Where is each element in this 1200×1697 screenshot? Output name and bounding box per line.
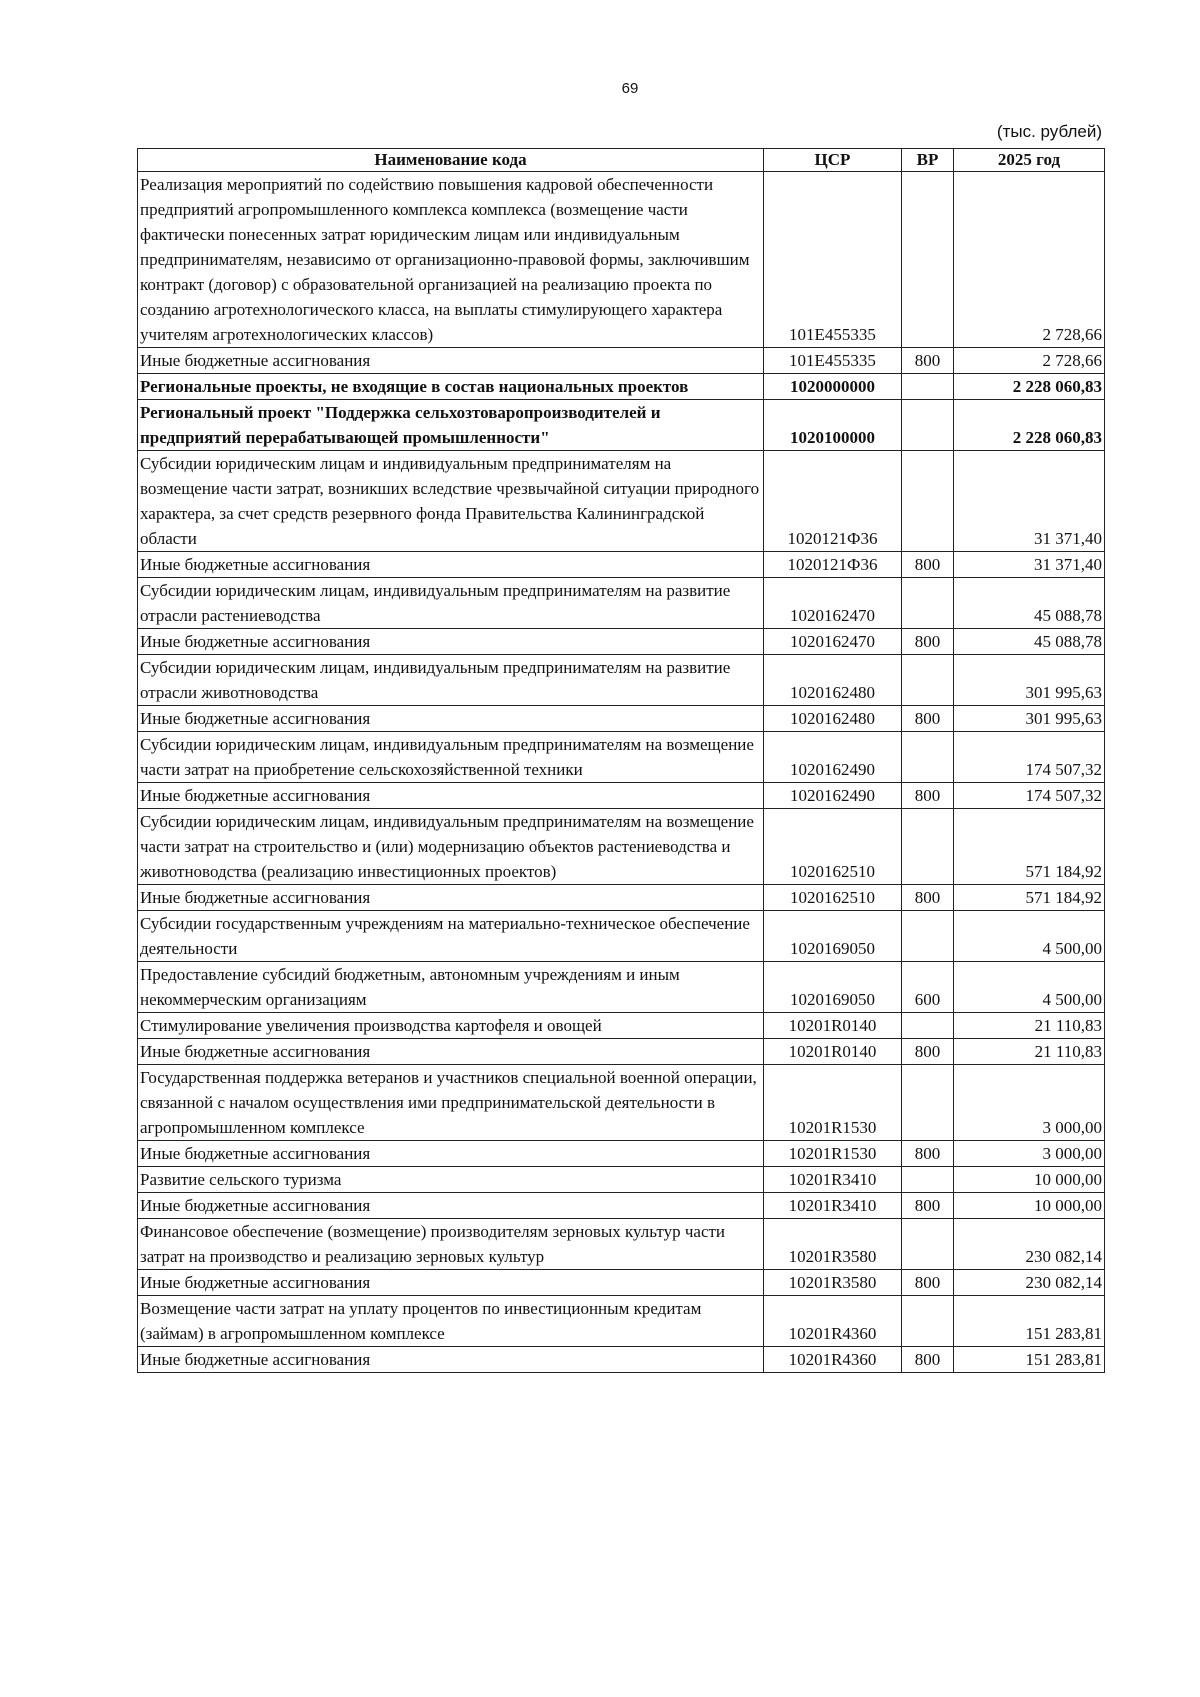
row-sum: 3 000,00	[954, 1141, 1105, 1167]
row-name: Иные бюджетные ассигнования	[138, 1270, 764, 1296]
row-csr: 1020121Ф36	[764, 451, 902, 552]
row-name: Региональные проекты, не входящие в состав национальных проектов	[138, 374, 764, 400]
row-sum: 2 728,66	[954, 348, 1105, 374]
table-row	[138, 809, 1105, 885]
header-vr: ВР	[902, 149, 954, 172]
row-sum: 4 500,00	[954, 911, 1105, 962]
row-vr	[902, 578, 954, 629]
row-sum: 174 507,32	[954, 783, 1105, 809]
table-row	[138, 1193, 1105, 1219]
row-sum: 301 995,63	[954, 655, 1105, 706]
row-sum: 10 000,00	[954, 1193, 1105, 1219]
row-csr: 101Е455335	[764, 348, 902, 374]
row-vr	[902, 1296, 954, 1347]
row-name: Иные бюджетные ассигнования	[138, 552, 764, 578]
table-row	[138, 911, 1105, 962]
row-vr: 800	[902, 1039, 954, 1065]
table-row	[138, 348, 1105, 374]
row-vr	[902, 451, 954, 552]
table-row	[138, 655, 1105, 706]
row-sum: 230 082,14	[954, 1219, 1105, 1270]
row-sum: 45 088,78	[954, 629, 1105, 655]
row-vr: 800	[902, 1193, 954, 1219]
row-vr	[902, 809, 954, 885]
row-name: Стимулирование увеличения производства картофеля и овощей	[138, 1013, 764, 1039]
table-row	[138, 629, 1105, 655]
row-vr: 800	[902, 629, 954, 655]
row-vr: 800	[902, 1347, 954, 1373]
table-row	[138, 732, 1105, 783]
row-name: Субсидии юридическим лицам, индивидуальным предпринимателям на развитие отрасли животноводства	[138, 655, 764, 706]
row-sum: 571 184,92	[954, 885, 1105, 911]
row-csr: 10201R4360	[764, 1296, 902, 1347]
row-vr: 800	[902, 348, 954, 374]
row-sum: 301 995,63	[954, 706, 1105, 732]
row-vr: 800	[902, 706, 954, 732]
row-csr: 1020162470	[764, 629, 902, 655]
table-row	[138, 885, 1105, 911]
row-name: Иные бюджетные ассигнования	[138, 783, 764, 809]
row-name: Иные бюджетные ассигнования	[138, 885, 764, 911]
row-name: Предоставление субсидий бюджетным, автономным учреждениям и иным некоммерческим организациям	[138, 962, 764, 1013]
row-name: Возмещение части затрат на уплату процентов по инвестиционным кредитам (займам) в агропромышленном комплексе	[138, 1296, 764, 1347]
row-csr: 1020121Ф36	[764, 552, 902, 578]
row-vr	[902, 1219, 954, 1270]
table-row	[138, 1013, 1105, 1039]
row-vr	[902, 655, 954, 706]
row-sum: 10 000,00	[954, 1167, 1105, 1193]
row-csr: 10201R3410	[764, 1167, 902, 1193]
row-sum: 21 110,83	[954, 1013, 1105, 1039]
row-vr	[902, 1167, 954, 1193]
row-vr: 800	[902, 552, 954, 578]
budget-table	[137, 148, 1105, 1373]
row-name: Иные бюджетные ассигнования	[138, 348, 764, 374]
row-csr: 1020162510	[764, 885, 902, 911]
row-sum: 3 000,00	[954, 1065, 1105, 1141]
row-name: Субсидии юридическим лицам и индивидуальным предпринимателям на возмещение части затрат, возникших вследствие чрезвычайной ситуации природного характера, за счет средств резервного фонда Правительства Калининградской области	[138, 451, 764, 552]
row-csr: 1020100000	[764, 400, 902, 451]
table-row	[138, 578, 1105, 629]
row-vr	[902, 172, 954, 348]
row-vr: 800	[902, 1141, 954, 1167]
header-sum: 2025 год	[954, 149, 1105, 172]
row-sum: 21 110,83	[954, 1039, 1105, 1065]
row-sum: 2 228 060,83	[954, 374, 1105, 400]
row-name: Иные бюджетные ассигнования	[138, 1141, 764, 1167]
row-vr	[902, 911, 954, 962]
row-csr: 10201R0140	[764, 1039, 902, 1065]
row-vr	[902, 400, 954, 451]
table-row	[138, 451, 1105, 552]
row-sum: 2 228 060,83	[954, 400, 1105, 451]
row-csr: 1020000000	[764, 374, 902, 400]
row-name: Субсидии государственным учреждениям на материально-техническое обеспечение деятельности	[138, 911, 764, 962]
table-row	[138, 1296, 1105, 1347]
table-row	[138, 1270, 1105, 1296]
row-name: Развитие сельского туризма	[138, 1167, 764, 1193]
row-csr: 10201R0140	[764, 1013, 902, 1039]
row-csr: 1020162470	[764, 578, 902, 629]
row-vr	[902, 732, 954, 783]
row-csr: 1020169050	[764, 962, 902, 1013]
row-name: Иные бюджетные ассигнования	[138, 1347, 764, 1373]
row-name: Иные бюджетные ассигнования	[138, 706, 764, 732]
table-row	[138, 552, 1105, 578]
header-csr: ЦСР	[764, 149, 902, 172]
table-row	[138, 783, 1105, 809]
table-row	[138, 706, 1105, 732]
row-sum: 31 371,40	[954, 451, 1105, 552]
row-vr: 600	[902, 962, 954, 1013]
row-name: Субсидии юридическим лицам, индивидуальным предпринимателям на развитие отрасли растениеводства	[138, 578, 764, 629]
row-csr: 10201R4360	[764, 1347, 902, 1373]
row-sum: 230 082,14	[954, 1270, 1105, 1296]
row-vr	[902, 1013, 954, 1039]
row-sum: 4 500,00	[954, 962, 1105, 1013]
table-row	[138, 962, 1105, 1013]
row-name: Иные бюджетные ассигнования	[138, 629, 764, 655]
units-label: (тыс. рублей)	[996, 122, 1102, 141]
table-row	[138, 1141, 1105, 1167]
row-csr: 10201R3580	[764, 1219, 902, 1270]
row-csr: 1020162480	[764, 706, 902, 732]
row-name: Реализация мероприятий по содействию повышения кадровой обеспеченности предприятий агропромышленного комплекса комплекса (возмещение части фактически понесенных затрат юридическим лицам или индивидуальным предпринимателям, независимо от организационно-правовой формы, заключившим контракт (договор) с образовательной организацией на реализацию проекта по созданию агротехнологического класса, на выплаты стимулирующего характера учителям агротехнологических классов)	[138, 172, 764, 348]
row-vr: 800	[902, 1270, 954, 1296]
table-row	[138, 1167, 1105, 1193]
row-csr: 10201R1530	[764, 1141, 902, 1167]
header-name: Наименование кода	[138, 149, 764, 172]
row-csr: 1020162510	[764, 809, 902, 885]
row-sum: 571 184,92	[954, 809, 1105, 885]
row-vr	[902, 374, 954, 400]
row-name: Субсидии юридическим лицам, индивидуальным предпринимателям на возмещение части затрат на строительство и (или) модернизацию объектов растениеводства и животноводства (реализацию инвестиционных проектов)	[138, 809, 764, 885]
table-row	[138, 1039, 1105, 1065]
table-row	[138, 1065, 1105, 1141]
row-csr: 1020162480	[764, 655, 902, 706]
row-name: Региональный проект "Поддержка сельхозтоваропроизводителей и предприятий перерабатывающей промышленности"	[138, 400, 764, 451]
row-sum: 151 283,81	[954, 1296, 1105, 1347]
row-sum: 174 507,32	[954, 732, 1105, 783]
row-sum: 151 283,81	[954, 1347, 1105, 1373]
table-header-row	[138, 149, 1105, 172]
row-csr: 101Е455335	[764, 172, 902, 348]
row-name: Государственная поддержка ветеранов и участников специальной военной операции, связанной с началом осуществления ими предпринимательской деятельности в агропромышленном комплексе	[138, 1065, 764, 1141]
table-row	[138, 1347, 1105, 1373]
table-row	[138, 400, 1105, 451]
row-name: Иные бюджетные ассигнования	[138, 1039, 764, 1065]
table-row	[138, 1219, 1105, 1270]
row-csr: 1020162490	[764, 783, 902, 809]
row-csr: 1020169050	[764, 911, 902, 962]
table-row	[138, 172, 1105, 348]
row-name: Иные бюджетные ассигнования	[138, 1193, 764, 1219]
row-vr: 800	[902, 885, 954, 911]
page-number: 69	[621, 80, 639, 97]
row-csr: 10201R3580	[764, 1270, 902, 1296]
row-sum: 31 371,40	[954, 552, 1105, 578]
row-csr: 10201R1530	[764, 1065, 902, 1141]
row-sum: 2 728,66	[954, 172, 1105, 348]
row-csr: 10201R3410	[764, 1193, 902, 1219]
row-sum: 45 088,78	[954, 578, 1105, 629]
row-vr: 800	[902, 783, 954, 809]
row-csr: 1020162490	[764, 732, 902, 783]
row-vr	[902, 1065, 954, 1141]
table-row	[138, 374, 1105, 400]
row-name: Финансовое обеспечение (возмещение) производителям зерновых культур части затрат на производство и реализацию зерновых культур	[138, 1219, 764, 1270]
row-name: Субсидии юридическим лицам, индивидуальным предпринимателям на возмещение части затрат на приобретение сельскохозяйственной техники	[138, 732, 764, 783]
